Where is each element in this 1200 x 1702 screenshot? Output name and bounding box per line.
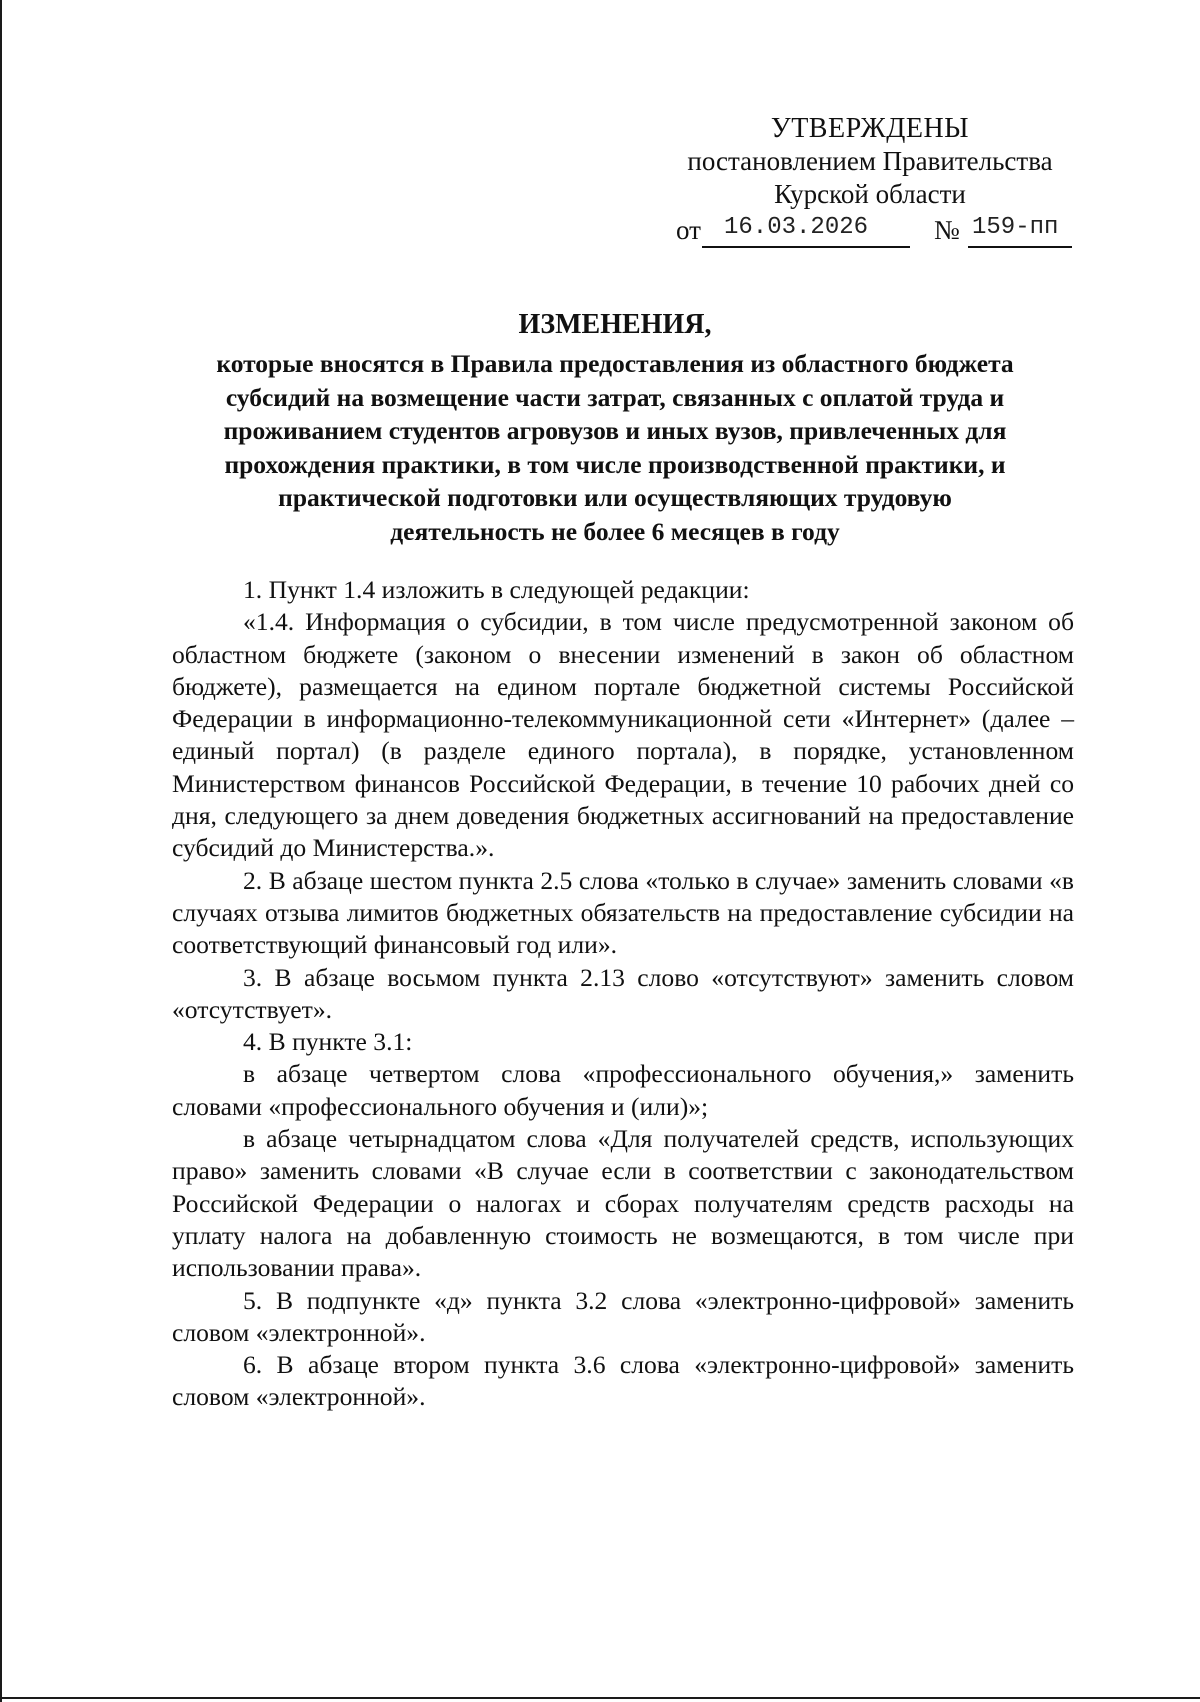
paragraph-item-6: 6. В абзаце втором пункта 3.6 слова «электронно-цифровой» заменить словом «электронной». [172, 1350, 1074, 1412]
date-underline [702, 246, 910, 248]
paragraph-item-2: 2. В абзаце шестом пункта 2.5 слова «только в случае» заменить словами «в случаях отзыва лимитов бюджетных обязательств на предоставление субсидии на соответствующий финансовый год или». [172, 865, 1074, 960]
title-line: деятельность не более 6 месяцев в году [390, 516, 840, 546]
approval-line-2: Курской области [774, 179, 966, 209]
approval-date: 16.03.2026 [724, 214, 869, 241]
title-line: субсидий на возмещение части затрат, связанных с оплатой труда и [225, 382, 1005, 412]
number-label: № [934, 215, 960, 245]
scan-edge-bottom [0, 1697, 1200, 1699]
title-subtitle [150, 347, 1080, 548]
approval-date-line [676, 215, 1072, 249]
paragraph-item-3: 3. В абзаце восьмом пункта 2.13 слово «отсутствуют» заменить словом «отсутствует». [172, 962, 1074, 1024]
document-body [172, 574, 1074, 1414]
paragraph-item-4: 4. В пункте 3.1: [243, 1027, 413, 1057]
approval-number: 159-пп [972, 214, 1059, 241]
title-line: которые вносятся в Правила предоставления из областного бюджета [216, 349, 1014, 378]
approval-stamp [660, 112, 1080, 211]
title-main: ИЗМЕНЕНИЯ, [518, 309, 712, 340]
approval-heading: УТВЕРЖДЕНЫ [770, 113, 970, 144]
title-line: проживанием студентов агровузов и иных вузов, привлеченных для [223, 416, 1007, 445]
number-underline [968, 246, 1072, 248]
document-title [150, 305, 1080, 548]
paragraph-quote-1-4: «1.4. Информация о субсидии, в том числе предусмотренной законом об областном бюджете (законом о внесении изменений в закон об областном бюджете), размещается на едином портале бюджетной системы Российской Федерации в информационно-телекоммуникационной сети «Интернет» (далее – единый портал) (в разделе единого портала), в порядке, установленном Министерством финансов Российской Федерации, в течение 10 рабочих дней со дня, следующего за днем доведения бюджетных ассигнований на предоставление субсидий до Министерства.». [172, 607, 1074, 863]
paragraph-item-1: 1. Пункт 1.4 изложить в следующей редакции: [243, 575, 750, 604]
title-line: прохождения практики, в том числе производственной практики, и [224, 449, 1006, 479]
scan-edge-left [0, 0, 2, 1702]
paragraph-item-4-sub-1: в абзаце четвертом слова «профессионального обучения,» заменить словами «профессионального обучения и (или)»; [172, 1059, 1074, 1121]
approval-line-1: постановлением Правительства [687, 146, 1053, 176]
date-from-label: от [676, 215, 701, 245]
title-line: практической подготовки или осуществляющих трудовую [278, 483, 952, 512]
paragraph-item-4-sub-2: в абзаце четырнадцатом слова «Для получателей средств, использующих право» заменить словами «В случае если в соответствии с законодательством Российской Федерации о налогах и сборах получателям средств расходы на уплату налога на добавленную стоимость не возмещаются, в том числе при использовании права». [172, 1124, 1074, 1283]
paragraph-item-5: 5. В подпункте «д» пункта 3.2 слова «электронно-цифровой» заменить словом «электронной». [172, 1285, 1074, 1347]
